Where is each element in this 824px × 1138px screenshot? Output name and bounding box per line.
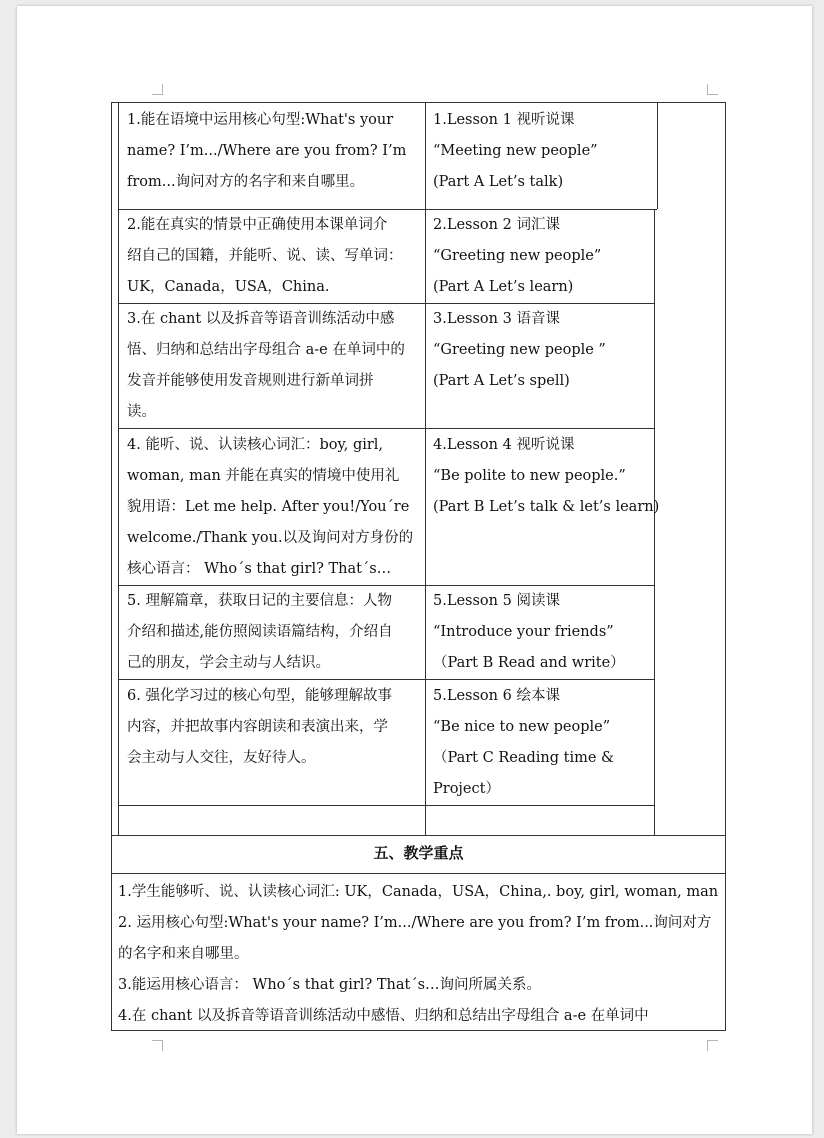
objective-line: welcome./Thank you.以及询问对方身份的 [127, 530, 414, 546]
objective-line: name? I’m.../Where are you from? I’m [127, 143, 407, 159]
lesson-cell [433, 105, 658, 198]
lesson-cell [433, 681, 658, 805]
lesson-line: (Part A Let’s learn) [433, 279, 574, 295]
objective-line: 貌用语：Let me help. After you!/You΄re [127, 499, 410, 515]
table-grid-line [425, 102, 426, 835]
table-grid-line [118, 102, 119, 835]
focus-line: 4.在 chant 以及拆音等语音训练活动中感悟、归纳和总结出字母组合 a-e 在单词中 [118, 1008, 649, 1024]
teaching-focus-text [118, 877, 724, 1032]
lesson-line: “Be nice to new people” [433, 719, 611, 735]
objective-cell [127, 210, 421, 303]
objective-line: 会主动与人交往，友好待人。 [127, 750, 316, 766]
lesson-line: (Part A Let’s talk) [433, 174, 564, 190]
objective-cell [127, 681, 421, 774]
margin-corner-mark [707, 1040, 718, 1051]
margin-corner-mark [152, 84, 163, 95]
objective-line: 6. 强化学习过的核心句型，能够理解故事 [127, 688, 392, 704]
table-grid-line [118, 805, 655, 806]
margin-corner-mark [707, 84, 718, 95]
table-grid-line [111, 835, 726, 836]
focus-line: 的名字和来自哪里。 [118, 946, 249, 962]
lesson-line: “Introduce your friends” [433, 624, 614, 640]
objective-line: 3.在 chant 以及拆音等语音训练活动中感 [127, 311, 395, 327]
objective-line: 己的朋友，学会主动与人结识。 [127, 655, 330, 671]
table-grid-line [118, 428, 655, 429]
objective-line: 介绍和描述,能仿照阅读语篇结构，介绍自 [127, 624, 393, 640]
objective-line: 4. 能听、说、认读核心词汇：boy, girl, [127, 437, 384, 453]
lesson-line: 1.Lesson 1 视听说课 [433, 112, 575, 128]
lesson-cell [433, 304, 658, 397]
lesson-line: “Greeting new people” [433, 248, 602, 264]
lesson-line: “Be polite to new people.” [433, 468, 626, 484]
objective-line: from...询问对方的名字和来自哪里。 [127, 174, 365, 190]
objective-line: 读。 [127, 404, 156, 420]
lesson-line: （Part B Read and write） [433, 655, 625, 671]
lesson-line: 4.Lesson 4 视听说课 [433, 437, 575, 453]
objective-cell [127, 586, 421, 679]
objective-cell [127, 430, 421, 585]
objective-line: 内容，并把故事内容朗读和表演出来，学 [127, 719, 388, 735]
objective-line: 5. 理解篇章，获取日记的主要信息：人物 [127, 593, 392, 609]
lesson-line: (Part A Let’s spell) [433, 373, 570, 389]
lesson-line: Project） [433, 781, 500, 797]
table-grid-line [118, 679, 655, 680]
section-title: 五、教学重点 [373, 844, 464, 862]
objective-line: woman, man 并能在真实的情境中使用礼 [127, 468, 400, 484]
lesson-cell [433, 210, 658, 303]
lesson-line: 3.Lesson 3 语音课 [433, 311, 560, 327]
objective-cell [127, 304, 421, 428]
lesson-line: 5.Lesson 5 阅读课 [433, 593, 560, 609]
margin-corner-mark [152, 1040, 163, 1051]
lesson-line: “Meeting new people” [433, 143, 598, 159]
lesson-line: （Part C Reading time & [433, 750, 614, 766]
focus-line: 3.能运用核心语言： Who΄s that girl? That΄s…询问所属关系。 [118, 977, 542, 993]
objective-line: 发音并能够使用发音规则进行新单词拼 [127, 373, 374, 389]
objective-line: 悟、归纳和总结出字母组合 a-e 在单词中的 [127, 342, 405, 358]
table-grid-line [111, 873, 726, 874]
focus-line: 2. 运用核心句型:What's your name? I’m.../Where are you from? I’m from...询问对方 [118, 915, 712, 931]
focus-line: 1.学生能够听、说、认读核心词汇: UK，Canada，USA，China,. boy, girl, woman, man [118, 884, 719, 900]
lesson-cell [433, 586, 658, 679]
objective-cell [127, 105, 421, 198]
lesson-cell [433, 430, 658, 523]
objective-line: UK，Canada，USA，China. [127, 279, 330, 295]
lesson-line: “Greeting new people ” [433, 342, 606, 358]
objective-line: 核心语言： Who΄s that girl? That΄s… [127, 561, 392, 577]
objective-line: 1.能在语境中运用核心句型:What's your [127, 112, 394, 128]
objective-line: 2.能在真实的情景中正确使用本课单词介 [127, 217, 388, 233]
lesson-line: 2.Lesson 2 词汇课 [433, 217, 560, 233]
objective-line: 绍自己的国籍，并能听、说、读、写单词： [127, 248, 403, 264]
lesson-line: (Part B Let’s talk & let’s learn) [433, 499, 660, 515]
lesson-line: 5.Lesson 6 绘本课 [433, 688, 560, 704]
